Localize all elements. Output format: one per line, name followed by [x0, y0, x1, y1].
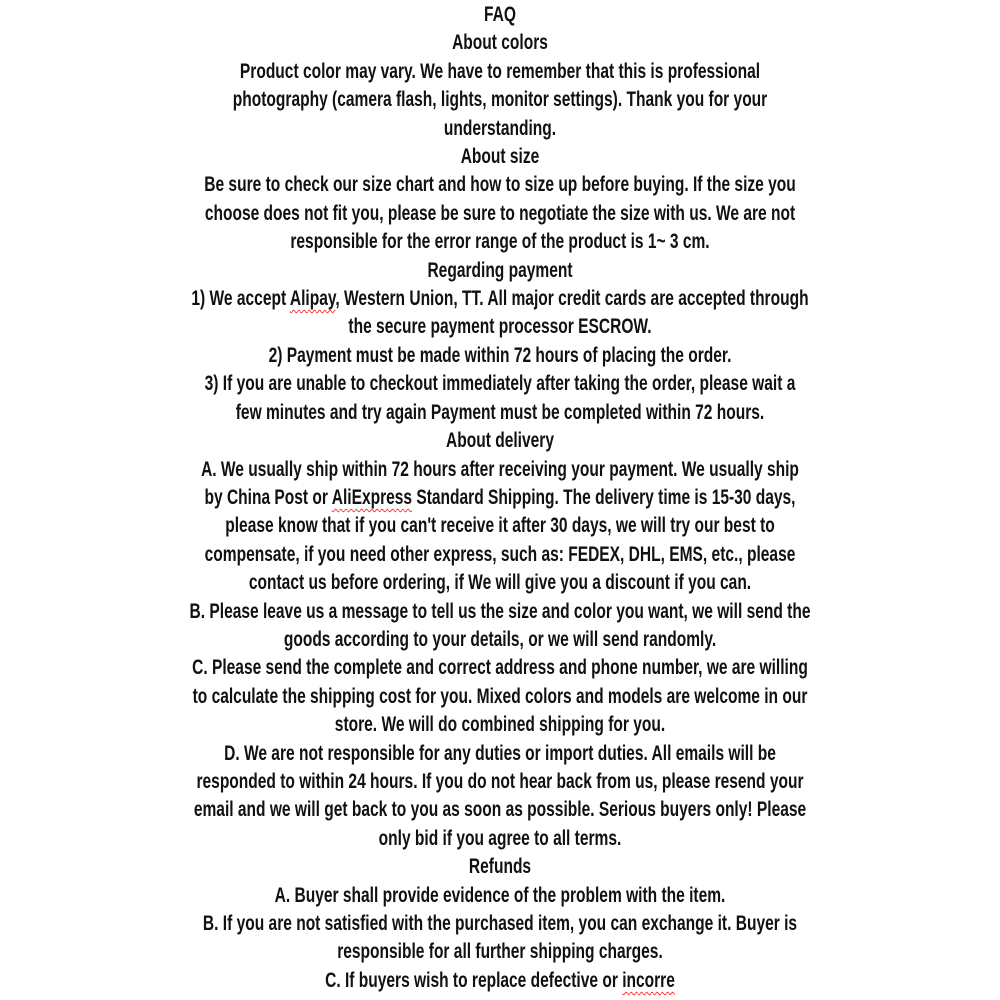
text-segment: B. Please leave us a message to tell us the size and color you want, we will send the [189, 599, 811, 623]
heading-line [130, 427, 870, 455]
heading-line [130, 257, 870, 285]
text-line [130, 938, 870, 966]
text-segment: Standard Shipping. The delivery time is 15-30 days, [412, 485, 796, 509]
text-segment: few minutes and try again Payment must be completed within 72 hours. [235, 400, 765, 424]
text-segment: goods according to your details, or we will send randomly. [283, 627, 717, 651]
text-line [130, 484, 870, 512]
heading-line [130, 29, 870, 57]
text-segment: email and we will get back to you as soon as possible. Serious buyers only! Please [193, 798, 807, 822]
text-line [130, 882, 870, 910]
text-line [130, 86, 870, 114]
misspelled-word: incorre [622, 968, 675, 992]
text-line [130, 456, 870, 484]
text-line [130, 654, 870, 682]
text-segment: contact us before ordering, if We will give you a discount if you can. [248, 571, 752, 595]
heading-line [130, 143, 870, 171]
text-segment: understanding. [443, 116, 557, 140]
text-line [130, 512, 870, 540]
text-segment: photography (camera flash, lights, monitor settings). Thank you for your [232, 88, 768, 112]
text-segment: Refunds [468, 855, 532, 879]
text-segment: choose does not fit you, please be sure to negotiate the size with us. We are not [204, 201, 796, 225]
misspelled-word: AliExpress [331, 485, 413, 509]
text-segment: 2) Payment must be made within 72 hours of placing the order. [268, 343, 732, 367]
text-segment: About colors [452, 31, 548, 55]
text-segment: A. We usually ship within 72 hours after receiving your payment. We usually ship [201, 457, 799, 481]
text-line [130, 796, 870, 824]
text-segment: FAQ [484, 3, 516, 26]
document-content [130, 0, 870, 995]
text-line [130, 711, 870, 739]
text-segment: the secure payment processor ESCROW. [348, 315, 652, 339]
text-segment: compensate, if you need other express, such as: FEDEX, DHL, EMS, etc., please [204, 542, 796, 566]
text-line [130, 598, 870, 626]
text-segment: 3) If you are unable to checkout immediately after taking the order, please wait a [204, 372, 796, 396]
text-line [130, 683, 870, 711]
text-line [130, 569, 870, 597]
text-segment: A. Buyer shall provide evidence of the problem with the item. [274, 883, 726, 907]
text-segment: Product color may vary. We have to remember that this is professional [239, 59, 761, 83]
text-segment: by China Post or [204, 485, 332, 509]
text-segment: C. Please send the complete and correct address and phone number, we are willing [192, 656, 808, 680]
text-segment: responsible for all further shipping charges. [337, 940, 663, 964]
text-segment: responsible for the error range of the product is 1~ 3 cm. [290, 230, 710, 254]
text-line [130, 541, 870, 569]
text-line [130, 768, 870, 796]
text-line [130, 171, 870, 199]
text-line [130, 200, 870, 228]
text-line [130, 910, 870, 938]
text-segment: About delivery [446, 429, 554, 453]
text-segment: only bid if you agree to all terms. [378, 826, 622, 850]
text-line [130, 626, 870, 654]
text-line [130, 313, 870, 341]
text-segment: B. If you are not satisfied with the purchased item, you can exchange it. Buyer is [202, 912, 798, 935]
text-segment: Regarding payment [427, 258, 573, 282]
text-segment: C. If buyers wish to replace defective or [325, 968, 623, 992]
heading-line [130, 1, 870, 29]
text-segment: , Western Union, TT. All major credit cards are accepted through [335, 287, 809, 311]
text-line [130, 399, 870, 427]
heading-line [130, 853, 870, 881]
text-line [130, 370, 870, 398]
text-segment: to calculate the shipping cost for you. Mixed colors and models are welcome in our [192, 684, 808, 708]
text-line [130, 115, 870, 143]
text-line [130, 825, 870, 853]
text-segment: please know that if you can't receive it after 30 days, we will try our best to [225, 514, 775, 538]
text-line [130, 58, 870, 86]
text-line [130, 285, 870, 313]
text-segment: 1) We accept [191, 287, 290, 311]
text-segment: About size [460, 145, 540, 169]
text-line [130, 228, 870, 256]
misspelled-word: Alipay [289, 287, 336, 311]
text-segment: store. We will do combined shipping for you. [334, 713, 666, 737]
text-segment: D. We are not responsible for any duties or import duties. All emails will be [224, 741, 776, 765]
text-segment: responded to within 24 hours. If you do not hear back from us, please resend your [196, 769, 804, 793]
text-segment: Be sure to check our size chart and how to size up before buying. If the size you [204, 173, 796, 197]
text-line [130, 342, 870, 370]
text-line [130, 967, 870, 995]
text-line [130, 740, 870, 768]
